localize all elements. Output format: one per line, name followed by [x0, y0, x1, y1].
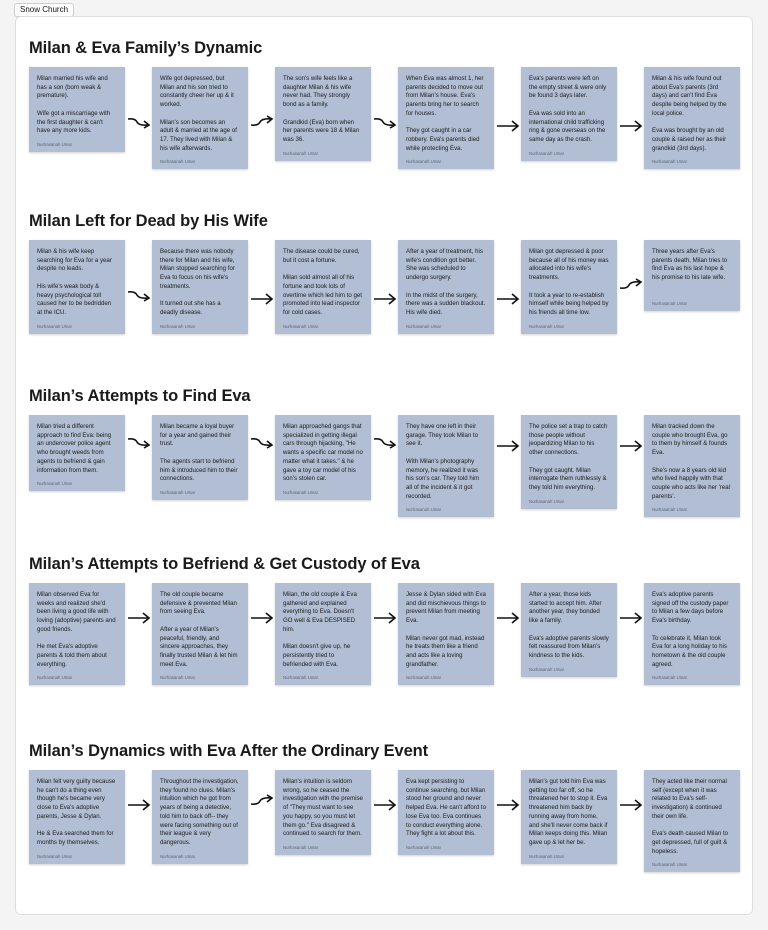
- sticky-text: Milan tried a different approach to find Eva: being an undercover police agent who brought weeds from agents to befriend & gain information from them.: [37, 423, 112, 474]
- sticky-text: Milan, the old couple & Eva gathered and explained everything to Eva. Doesn't GO well & Eva DESPISED him. Milan doesn't give up, he persistently tried to befriended with Eva.: [283, 591, 357, 668]
- arrow-right-icon: [619, 119, 643, 133]
- sticky-text: Eva's parents were left on the empty street & were only be found 3 days later. Eva was sold into an international child trafficking ring & gone overseas on the same day as the crash.: [529, 75, 607, 143]
- sticky-note[interactable]: [275, 415, 371, 500]
- sticky-text: Milan & his wife keep searching for Eva for a year despite no leads. His wife's weak body & heavy psychological toll caused her to be bedridden at the ICU.: [37, 248, 112, 316]
- sticky-author: Nurhasanah Umar: [529, 853, 565, 859]
- sticky-note[interactable]: [398, 415, 494, 517]
- sticky-text: When Eva was almost 1, her parents decided to move out from Milan's house. Eva's parents bring her to search for houses. They got caught in a car robbery. Eva's parents died while protecting Eva.: [406, 75, 484, 152]
- sticky-note[interactable]: [521, 770, 617, 864]
- sticky-author: Nurhasanah Umar: [160, 159, 196, 165]
- sticky-text: They acted like their normal self (except when it was related to Eva's self-investigation) & continued their own life. Eva's death caused Milan to get depressed, full of guilt & hopeless.: [652, 778, 729, 855]
- section-title: Milan’s Attempts to Befriend & Get Custody of Eva: [29, 555, 420, 573]
- sticky-note[interactable]: [398, 583, 494, 685]
- sticky-author: Nurhasanah Umar: [160, 853, 196, 859]
- sticky-note[interactable]: [29, 67, 125, 152]
- sticky-text: Jesse & Dylan sided with Eva and did mischievous things to prevent Milan from meeting Eva. Milan never got mad, instead he treats them like a friend and acts like a loving grandfather.: [406, 591, 486, 668]
- sticky-author: Nurhasanah Umar: [160, 489, 196, 495]
- sticky-note[interactable]: [275, 583, 371, 685]
- whiteboard-canvas[interactable]: [15, 16, 753, 915]
- arrow-right-icon: [250, 292, 274, 306]
- sticky-text: After a year of treatment, his wife's condition got better. She was scheduled to undergo surgery. In the midst of the surgery, there was a sudden blackout. His wife died.: [406, 248, 486, 316]
- sticky-note[interactable]: [521, 67, 617, 161]
- sticky-author: Nurhasanah Umar: [283, 844, 319, 850]
- sticky-text: The old couple became defensive & prevented Milan from seeing Eva. After a year of Milan's peaceful, friendly, and sincere approaches, they finally trusted Milan & let him meet Eva.: [160, 591, 238, 668]
- curved-arrow-right-icon: [250, 115, 274, 129]
- curved-arrow-right-icon: [127, 288, 151, 302]
- sticky-note[interactable]: [152, 770, 248, 864]
- sticky-text: Wife got depressed, but Milan and his son tried to constantly cheer her up & it worked. Milan's son becomes an adult & married at the age of 17. They lived with Milan & his wife afterwards.: [160, 75, 237, 152]
- sticky-text: Eva kept persisting to continue searching, but Milan stood her ground and never helped Eva. He can't afford to lose Eva too. Eva continues to conduct everything alone. They fight a lot about this.: [406, 778, 486, 838]
- sticky-note[interactable]: [521, 240, 617, 334]
- sticky-author: Nurhasanah Umar: [529, 150, 565, 156]
- arrow-right-icon: [496, 119, 520, 133]
- sticky-author: Nurhasanah Umar: [37, 675, 73, 681]
- sticky-text: Three years after Eva's parents death, Milan tries to find Eva as his last hope & his promise to his late wife.: [652, 248, 728, 282]
- sticky-text: Milan's gut told him Eva was getting too far off, so he threatened her to stop it. Eva threatened him back by running away from home, and she'll never come back if Milan keeps doing this. Milan gave up & let her be.: [529, 778, 608, 846]
- sticky-author: Nurhasanah Umar: [652, 862, 688, 868]
- sticky-text: They have one left in their garage. They took Milan to see it. With Milan's photography memory, he realized it was his son's car. They told him all of the incident & it got recorded.: [406, 423, 480, 500]
- arrow-right-icon: [373, 292, 397, 306]
- sticky-text: The disease could be cured, but it cost a fortune. Milan sold almost all of his fortune and took lots of overtime which led him to get promoted into lead inspector for cold cases.: [283, 248, 362, 316]
- arrow-right-icon: [496, 439, 520, 453]
- sticky-text: Milan tracked down the couple who brought Eva, go to them by himself & founds Eva. She's now a 8 years old kid who lived happily with that couple who acts like her 'real parents'.: [652, 423, 731, 500]
- curved-arrow-right-icon: [373, 115, 397, 129]
- arrow-right-icon: [496, 798, 520, 812]
- sticky-text: After a year, those kids started to accept him. After another year, they bonded like a family. Eva's adoptive parents slowly felt reassured from Milan's kindness to the kids.: [529, 591, 609, 659]
- arrow-right-icon: [619, 798, 643, 812]
- sticky-note[interactable]: [29, 415, 125, 491]
- sticky-note[interactable]: [29, 770, 125, 864]
- sticky-author: Nurhasanah Umar: [652, 300, 688, 306]
- sticky-author: Nurhasanah Umar: [652, 675, 688, 681]
- sticky-author: Nurhasanah Umar: [529, 666, 565, 672]
- sticky-author: Nurhasanah Umar: [37, 853, 73, 859]
- arrow-right-icon: [127, 798, 151, 812]
- sticky-note[interactable]: [152, 67, 248, 169]
- sticky-author: Nurhasanah Umar: [406, 507, 442, 513]
- sticky-author: Nurhasanah Umar: [283, 489, 319, 495]
- sticky-author: Nurhasanah Umar: [160, 675, 196, 681]
- sticky-author: Nurhasanah Umar: [529, 323, 565, 329]
- sticky-note[interactable]: [29, 583, 125, 685]
- sticky-author: Nurhasanah Umar: [406, 159, 442, 165]
- sticky-text: Milan felt very guilty because he can't do a thing even though he's became very close to Eva's adoptive parents, Jesse & Dylan. He & Eva searched them for months by themselves.: [37, 778, 116, 846]
- arrow-right-icon: [250, 611, 274, 625]
- sticky-author: Nurhasanah Umar: [37, 481, 73, 487]
- sticky-text: Milan's intuition is seldom wrong, so he ceased the investigation with the premise of "They must want to see you happy, so you must let them go." Eva disagreed & continued to search for them.: [283, 778, 363, 838]
- arrow-right-icon: [619, 439, 643, 453]
- sticky-author: Nurhasanah Umar: [283, 150, 319, 156]
- section-title: Milan’s Dynamics with Eva After the Ordinary Event: [29, 742, 429, 760]
- curved-arrow-right-icon: [250, 435, 274, 449]
- arrow-right-icon: [496, 611, 520, 625]
- sticky-note[interactable]: [398, 770, 494, 855]
- arrow-right-icon: [619, 611, 643, 625]
- sticky-author: Nurhasanah Umar: [283, 323, 319, 329]
- arrow-right-icon: [496, 292, 520, 306]
- sticky-text: Milan observed Eva for weeks and realized she'd been living a good life with loving (adoptive) parents and good friends. He met Eva's adoptive parents & told them about everything.: [37, 591, 116, 668]
- sticky-author: Nurhasanah Umar: [37, 141, 73, 147]
- sticky-text: The son's wife feels like a daughter Milan & his wife never had. They strongly bond as a family. Grandkid (Eva) born when her parents were 18 & Milan was 36.: [283, 75, 360, 143]
- arrow-right-icon: [127, 611, 151, 625]
- sticky-text: Milan & his wife found out about Eva's parents (3rd days) and can't find Eva despite being helped by the local police. Eva was brought by an old couple & raised her as their grandkid (3rd days).: [652, 75, 727, 152]
- sticky-note[interactable]: [152, 240, 248, 334]
- sticky-note[interactable]: [644, 415, 740, 517]
- arrow-right-icon: [373, 611, 397, 625]
- sticky-text: Milan got depressed & poor because all of his money was allocated into his wife's treatments. It took a year to re-establish himself while being helped by his friends all time low.: [529, 248, 609, 316]
- sticky-note[interactable]: [521, 415, 617, 509]
- sticky-note[interactable]: [152, 415, 248, 500]
- curved-arrow-right-icon: [250, 794, 274, 808]
- sticky-note[interactable]: [398, 67, 494, 169]
- sticky-note[interactable]: [152, 583, 248, 685]
- section-title: Milan Left for Dead by His Wife: [29, 212, 268, 230]
- section-title: Milan’s Attempts to Find Eva: [29, 387, 251, 405]
- sticky-text: Milan became a loyal buyer for a year and gained their trust. The agents start to befriend him & introduced him to their connections.: [160, 423, 238, 483]
- sticky-author: Nurhasanah Umar: [406, 323, 442, 329]
- sticky-author: Nurhasanah Umar: [652, 507, 688, 513]
- sticky-note[interactable]: [398, 240, 494, 334]
- sticky-text: Milan married his wife and has a son (born weak & premature). Wife got a miscarriage with the first daughter & can't have any more kids.: [37, 75, 111, 135]
- curved-arrow-right-icon: [127, 435, 151, 449]
- sticky-text: Because there was nobody there for Milan and his wife, Milan stopped searching for Eva to focus on his wife's treatments. It turned out she has a deadly disease.: [160, 248, 235, 316]
- sticky-author: Nurhasanah Umar: [406, 844, 442, 850]
- sticky-author: Nurhasanah Umar: [283, 675, 319, 681]
- curved-arrow-right-icon: [373, 435, 397, 449]
- sticky-note[interactable]: [275, 240, 371, 334]
- curved-arrow-right-icon: [619, 278, 643, 292]
- board-tab[interactable]: Snow Church: [14, 3, 74, 17]
- sticky-author: Nurhasanah Umar: [652, 159, 688, 165]
- sticky-note[interactable]: [275, 770, 371, 855]
- sticky-text: Milan approached gangs that specialized in getting illegal cars through hijacking, "He wants a specific car model no matter what it takes." & he gave a toy car model of his son's stolen car.: [283, 423, 363, 483]
- sticky-note[interactable]: [521, 583, 617, 677]
- arrow-right-icon: [373, 798, 397, 812]
- curved-arrow-right-icon: [127, 115, 151, 129]
- sticky-text: Throughout the investigation, they found no clues. Milan's intuition which he got from years of being a detective, told him to back off-- they were facing something out of their league & very dangerous.: [160, 778, 239, 846]
- sticky-author: Nurhasanah Umar: [529, 498, 565, 504]
- section-title: Milan & Eva Family’s Dynamic: [29, 39, 263, 57]
- sticky-note[interactable]: [644, 770, 740, 872]
- sticky-author: Nurhasanah Umar: [160, 323, 196, 329]
- sticky-text: The police set a trap to catch those people without jeopardizing Milan to his other connections. They got caught. Milan interrogate them ruthlessly & they told him everything.: [529, 423, 608, 491]
- sticky-author: Nurhasanah Umar: [37, 323, 73, 329]
- sticky-note[interactable]: [644, 583, 740, 685]
- sticky-note[interactable]: [29, 240, 125, 334]
- sticky-text: Eva's adoptive parents signed off the custody paper to Milan a few days before Eva's birthday. To celebrate it, Milan took Eva for a long holiday to his hometown & the old couple agreed.: [652, 591, 729, 668]
- sticky-author: Nurhasanah Umar: [406, 675, 442, 681]
- sticky-note[interactable]: [644, 240, 740, 311]
- sticky-note[interactable]: [644, 67, 740, 169]
- sticky-note[interactable]: [275, 67, 371, 161]
